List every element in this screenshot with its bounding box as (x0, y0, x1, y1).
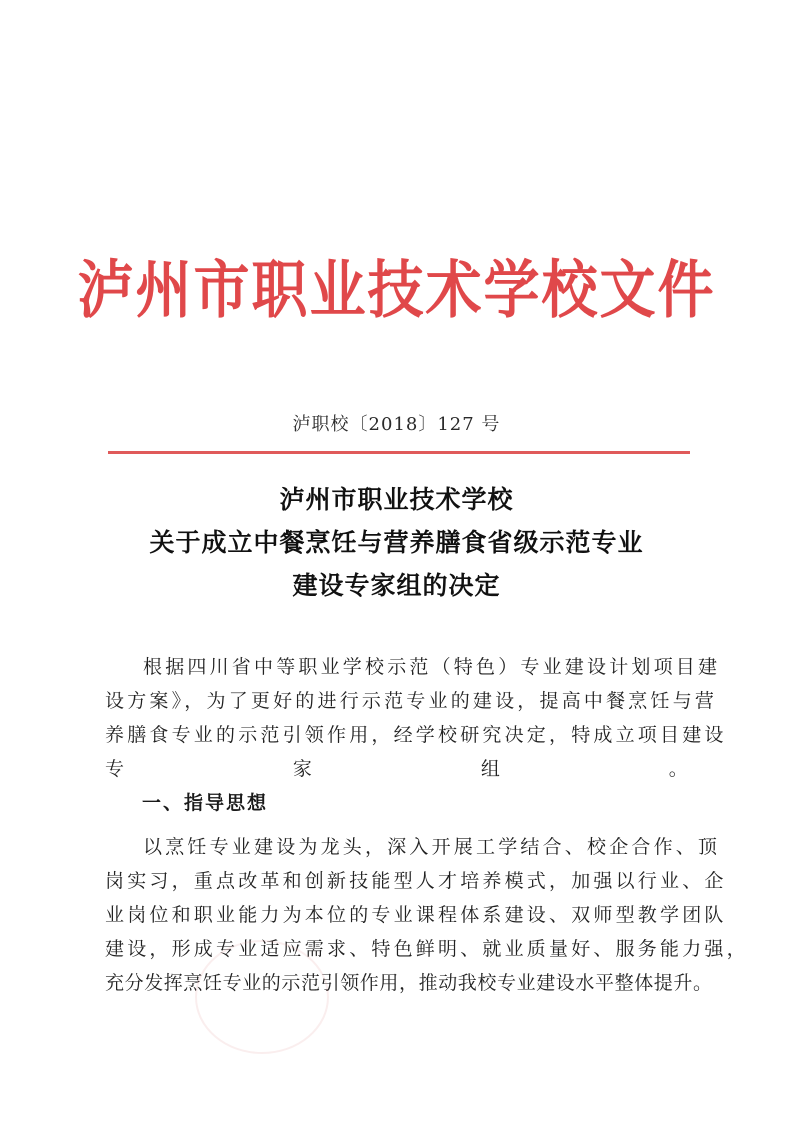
paragraph-line: 专家组。 (105, 758, 691, 780)
title-line-3: 建设专家组的决定 (292, 571, 501, 600)
section-heading: 一、指导思想 (142, 792, 269, 814)
paragraph-intro (105, 650, 727, 786)
paragraph-line: 充分发挥烹饪专业的示范引领作用，推动我校专业建设水平整体提升。 (105, 972, 713, 994)
paragraph-line: 业岗位和职业能力为本位的专业课程体系建设、双师型教学团队 (105, 904, 727, 926)
document-title (0, 478, 793, 607)
paragraph-line: 建设，形成专业适应需求、特色鲜明、就业质量好、服务能力强， (105, 938, 749, 960)
document-number: 泸职校〔2018〕127 号 (292, 414, 501, 435)
red-divider-line (108, 451, 690, 454)
paragraph-line: 以烹饪专业建设为龙头，深入开展工学结合、校企合作、顶 (143, 836, 721, 858)
paragraph-line: 设方案》，为了更好的进行示范专业的建设，提高中餐烹饪与营 (105, 690, 718, 712)
paragraph-guiding-ideology (105, 830, 749, 1000)
paragraph-line: 养膳食专业的示范引领作用，经学校研究决定，特成立项目建设 (105, 724, 727, 746)
paragraph-line: 根据四川省中等职业学校示范（特色）专业建设计划项目建 (143, 656, 721, 678)
title-line-1: 泸州市职业技术学校 (279, 485, 514, 514)
title-line-2: 关于成立中餐烹饪与营养膳食省级示范专业 (149, 528, 644, 557)
paragraph-line: 岗实习，重点改革和创新技能型人才培养模式，加强以行业、企 (105, 870, 727, 892)
letterhead-title: 泸州市职业技术学校文件 (77, 253, 716, 327)
faint-seal-stamp (195, 940, 329, 1054)
